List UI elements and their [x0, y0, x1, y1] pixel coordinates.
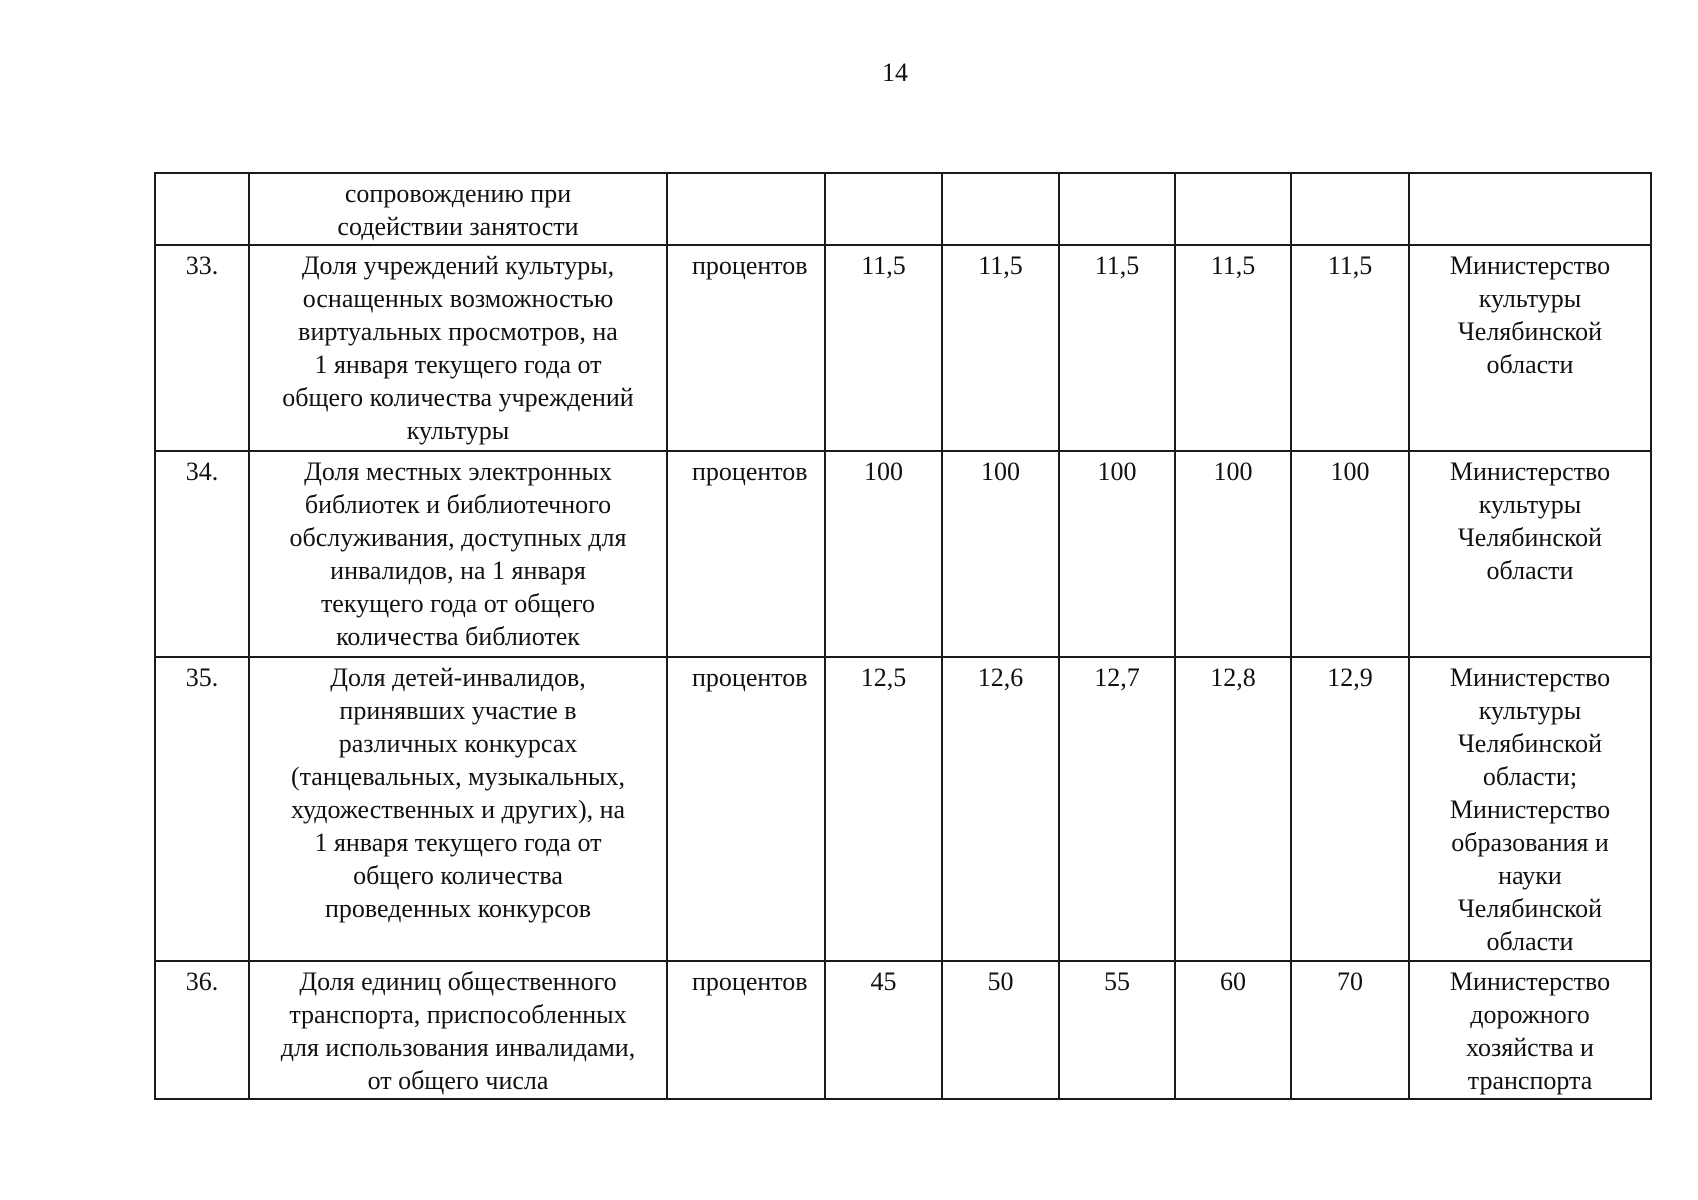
- value-cell: 70: [1291, 961, 1409, 1099]
- value-cell: 11,5: [1291, 245, 1409, 451]
- indicator-cell: Доля местных электронных библиотек и библиотечного обслуживания, доступных для инвалидов, на 1 января текущего года от общего количества библиотек: [249, 451, 667, 657]
- value-cell: [1291, 173, 1409, 245]
- row-number: 35.: [155, 657, 249, 961]
- row-number: 36.: [155, 961, 249, 1099]
- row-number: 34.: [155, 451, 249, 657]
- value-cell: 12,7: [1059, 657, 1175, 961]
- value-cell: 100: [942, 451, 1059, 657]
- unit-cell: процентов: [667, 657, 825, 961]
- unit-cell: процентов: [667, 245, 825, 451]
- table-row: [155, 657, 1651, 961]
- value-cell: 55: [1059, 961, 1175, 1099]
- responsible-cell: Министерство культуры Челябинской области; Министерство образования и науки Челябинской области: [1409, 657, 1651, 961]
- value-cell: 45: [825, 961, 942, 1099]
- table-row: [155, 245, 1651, 451]
- row-number: [155, 173, 249, 245]
- unit-cell: процентов: [667, 451, 825, 657]
- value-cell: 100: [1291, 451, 1409, 657]
- table-row: [155, 173, 1651, 245]
- page-number: 14: [882, 58, 908, 87]
- row-number: 33.: [155, 245, 249, 451]
- value-cell: 100: [1175, 451, 1291, 657]
- value-cell: 11,5: [825, 245, 942, 451]
- value-cell: 12,9: [1291, 657, 1409, 961]
- value-cell: 11,5: [942, 245, 1059, 451]
- table-row: [155, 961, 1651, 1099]
- unit-cell: [667, 173, 825, 245]
- value-cell: [942, 173, 1059, 245]
- unit-cell: процентов: [667, 961, 825, 1099]
- value-cell: [1175, 173, 1291, 245]
- value-cell: 100: [825, 451, 942, 657]
- value-cell: 60: [1175, 961, 1291, 1099]
- indicator-cell: Доля детей-инвалидов, принявших участие в различных конкурсах (танцевальных, музыкальных, художественных и других), на 1 января текущего года от общего количества проведенных конкурсов: [249, 657, 667, 961]
- indicator-cell: Доля учреждений культуры, оснащенных возможностью виртуальных просмотров, на 1 января текущего года от общего количества учреждений культуры: [249, 245, 667, 451]
- responsible-cell: Министерство культуры Челябинской области: [1409, 245, 1651, 451]
- value-cell: [825, 173, 942, 245]
- value-cell: 12,8: [1175, 657, 1291, 961]
- value-cell: 11,5: [1175, 245, 1291, 451]
- table-row: [155, 451, 1651, 657]
- value-cell: [1059, 173, 1175, 245]
- value-cell: 100: [1059, 451, 1175, 657]
- indicator-cell: сопровождению при содействии занятости: [249, 173, 667, 245]
- value-cell: 50: [942, 961, 1059, 1099]
- responsible-cell: [1409, 173, 1651, 245]
- value-cell: 11,5: [1059, 245, 1175, 451]
- value-cell: 12,6: [942, 657, 1059, 961]
- indicator-cell: Доля единиц общественного транспорта, приспособленных для использования инвалидами, от общего числа: [249, 961, 667, 1099]
- responsible-cell: Министерство культуры Челябинской области: [1409, 451, 1651, 657]
- responsible-cell: Министерство дорожного хозяйства и транспорта: [1409, 961, 1651, 1099]
- indicators-table: [154, 172, 1652, 1100]
- value-cell: 12,5: [825, 657, 942, 961]
